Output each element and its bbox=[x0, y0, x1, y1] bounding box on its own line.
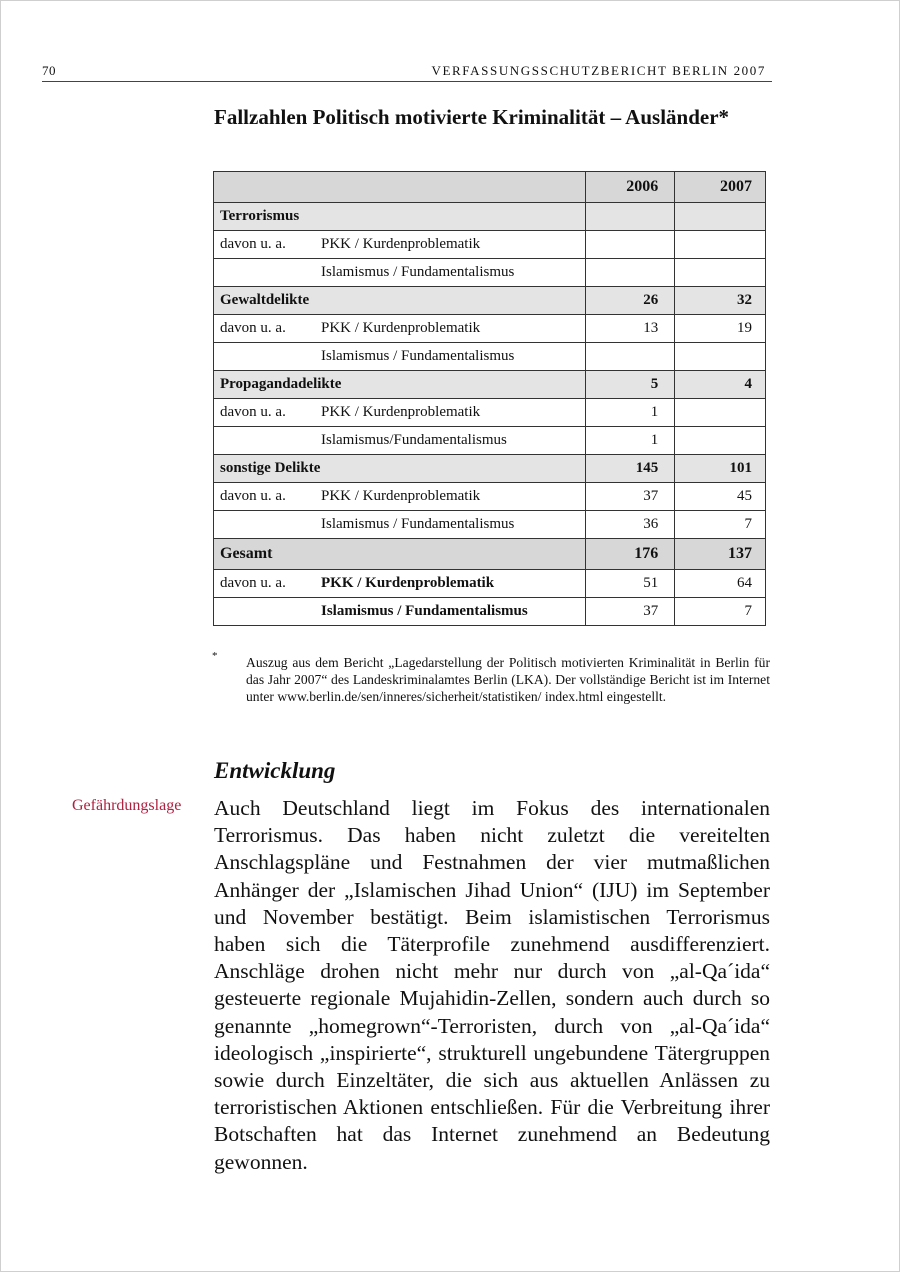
subcategory-label: Islamismus / Fundamentalismus bbox=[321, 603, 528, 619]
davon-prefix: davon u. a. bbox=[220, 575, 286, 591]
value-2007 bbox=[675, 427, 766, 455]
table-row bbox=[214, 203, 766, 231]
value-2006: 26 bbox=[585, 287, 675, 315]
subcategory-cell bbox=[214, 315, 586, 343]
year-header-2007: 2007 bbox=[675, 172, 766, 203]
margin-note: Gefährdungslage bbox=[72, 797, 182, 814]
davon-prefix: davon u. a. bbox=[220, 404, 286, 420]
category-label: Terrorismus bbox=[214, 203, 586, 231]
value-2006 bbox=[585, 231, 675, 259]
value-2006: 13 bbox=[585, 315, 675, 343]
section-heading: Entwicklung bbox=[214, 758, 336, 783]
value-2006: 36 bbox=[585, 511, 675, 539]
header-empty-cell bbox=[214, 172, 586, 203]
table-footnote: Auszug aus dem Bericht „Lagedarstellung der Politisch motivierten Kriminalität in Berlin für das Jahr 2007“ des Landeskriminalamtes Berlin (LKA). Der vollständige Bericht ist im Internet unter www.berlin.de/sen/inneres/sicherheit/statistiken/ index.html eingestellt. bbox=[246, 655, 770, 704]
value-2007: 64 bbox=[675, 570, 766, 598]
subcategory-label: PKK / Kurdenproblematik bbox=[321, 236, 481, 252]
table-row bbox=[214, 598, 766, 626]
table-title: Fallzahlen Politisch motivierte Kriminalität – Ausländer* bbox=[214, 105, 730, 129]
category-label: Gewaltdelikte bbox=[214, 287, 586, 315]
value-2006: 5 bbox=[585, 371, 675, 399]
table-row bbox=[214, 483, 766, 511]
subcategory-label: PKK / Kurdenproblematik bbox=[321, 575, 495, 591]
table-row bbox=[214, 231, 766, 259]
subcategory-label: PKK / Kurdenproblematik bbox=[321, 404, 481, 420]
davon-prefix: davon u. a. bbox=[220, 236, 286, 252]
table-row bbox=[214, 315, 766, 343]
value-2006: 37 bbox=[585, 598, 675, 626]
total-label: Gesamt bbox=[214, 539, 586, 570]
table-row bbox=[214, 570, 766, 598]
category-label: sonstige Delikte bbox=[214, 455, 586, 483]
subcategory-label: PKK / Kurdenproblematik bbox=[321, 320, 481, 336]
category-label: Propagandadelikte bbox=[214, 371, 586, 399]
value-2007: 7 bbox=[675, 511, 766, 539]
subcategory-cell bbox=[214, 511, 586, 539]
value-2006: 1 bbox=[585, 399, 675, 427]
table-row bbox=[214, 259, 766, 287]
value-2006 bbox=[585, 259, 675, 287]
davon-prefix: davon u. a. bbox=[220, 320, 286, 336]
subcategory-label: Islamismus / Fundamentalismus bbox=[321, 264, 515, 280]
table-row bbox=[214, 427, 766, 455]
subcategory-cell bbox=[214, 259, 586, 287]
subcategory-cell bbox=[214, 399, 586, 427]
subcategory-cell bbox=[214, 343, 586, 371]
value-2006: 51 bbox=[585, 570, 675, 598]
running-header bbox=[42, 63, 772, 82]
running-title: VERFASSUNGSSCHUTZBERICHT BERLIN 2007 bbox=[431, 63, 766, 78]
subcategory-label: Islamismus/Fundamentalismus bbox=[321, 432, 507, 448]
table-row bbox=[214, 399, 766, 427]
subcategory-cell bbox=[214, 231, 586, 259]
body-paragraph: Auch Deutschland liegt im Fokus des internationalen Terrorismus. Das haben nicht zuletzt die vereitelten Anschlagspläne und Festnahmen der vier mutmaßlichen Anhänger der „Islamischen Jihad Union“ (IJU) im September und November bestätigt. Beim islamistischen Terrorismus haben sich die Täterprofile zunehmend ausdifferenziert. Anschläge drohen nicht mehr nur durch von „al-Qa´ida“ gesteuerte regionale Mujahidin-Zellen, sondern auch durch so genannte „homegrown“-Terroristen, durch von „al-Qa´ida“ ideologisch „inspirierte“, strukturell ungebundene Tätergruppen sowie durch Einzeltäter, die sich aus aktuellen Anlässen zu terroristischen Aktionen entschließen. Für die Verbreitung ihrer Botschaften hat das Internet zunehmend an Bedeutung gewonnen. bbox=[214, 796, 770, 1174]
value-2006 bbox=[585, 343, 675, 371]
page-number: 70 bbox=[42, 63, 56, 78]
statistics-table bbox=[213, 171, 766, 626]
value-2007 bbox=[675, 231, 766, 259]
subcategory-label: Islamismus / Fundamentalismus bbox=[321, 348, 515, 364]
table-row bbox=[214, 371, 766, 399]
table-row bbox=[214, 511, 766, 539]
davon-prefix: davon u. a. bbox=[220, 488, 286, 504]
value-2006: 145 bbox=[585, 455, 675, 483]
subcategory-cell bbox=[214, 598, 586, 626]
value-2007: 4 bbox=[675, 371, 766, 399]
subcategory-cell bbox=[214, 570, 586, 598]
subcategory-cell bbox=[214, 427, 586, 455]
footnote-mark: * bbox=[212, 650, 218, 662]
value-2007: 19 bbox=[675, 315, 766, 343]
value-2007 bbox=[675, 399, 766, 427]
value-2007: 101 bbox=[675, 455, 766, 483]
value-2007: 32 bbox=[675, 287, 766, 315]
table-row bbox=[214, 287, 766, 315]
value-2007 bbox=[675, 203, 766, 231]
value-2007 bbox=[675, 343, 766, 371]
table-row bbox=[214, 539, 766, 570]
value-2006: 176 bbox=[585, 539, 675, 570]
subcategory-label: Islamismus / Fundamentalismus bbox=[321, 516, 515, 532]
value-2007: 137 bbox=[675, 539, 766, 570]
value-2006: 37 bbox=[585, 483, 675, 511]
value-2006 bbox=[585, 203, 675, 231]
year-header-2006: 2006 bbox=[585, 172, 675, 203]
subcategory-cell bbox=[214, 483, 586, 511]
table-row bbox=[214, 455, 766, 483]
value-2007 bbox=[675, 259, 766, 287]
table-row bbox=[214, 343, 766, 371]
value-2006: 1 bbox=[585, 427, 675, 455]
value-2007: 45 bbox=[675, 483, 766, 511]
subcategory-label: PKK / Kurdenproblematik bbox=[321, 488, 481, 504]
value-2007: 7 bbox=[675, 598, 766, 626]
table-header-row bbox=[214, 172, 766, 203]
